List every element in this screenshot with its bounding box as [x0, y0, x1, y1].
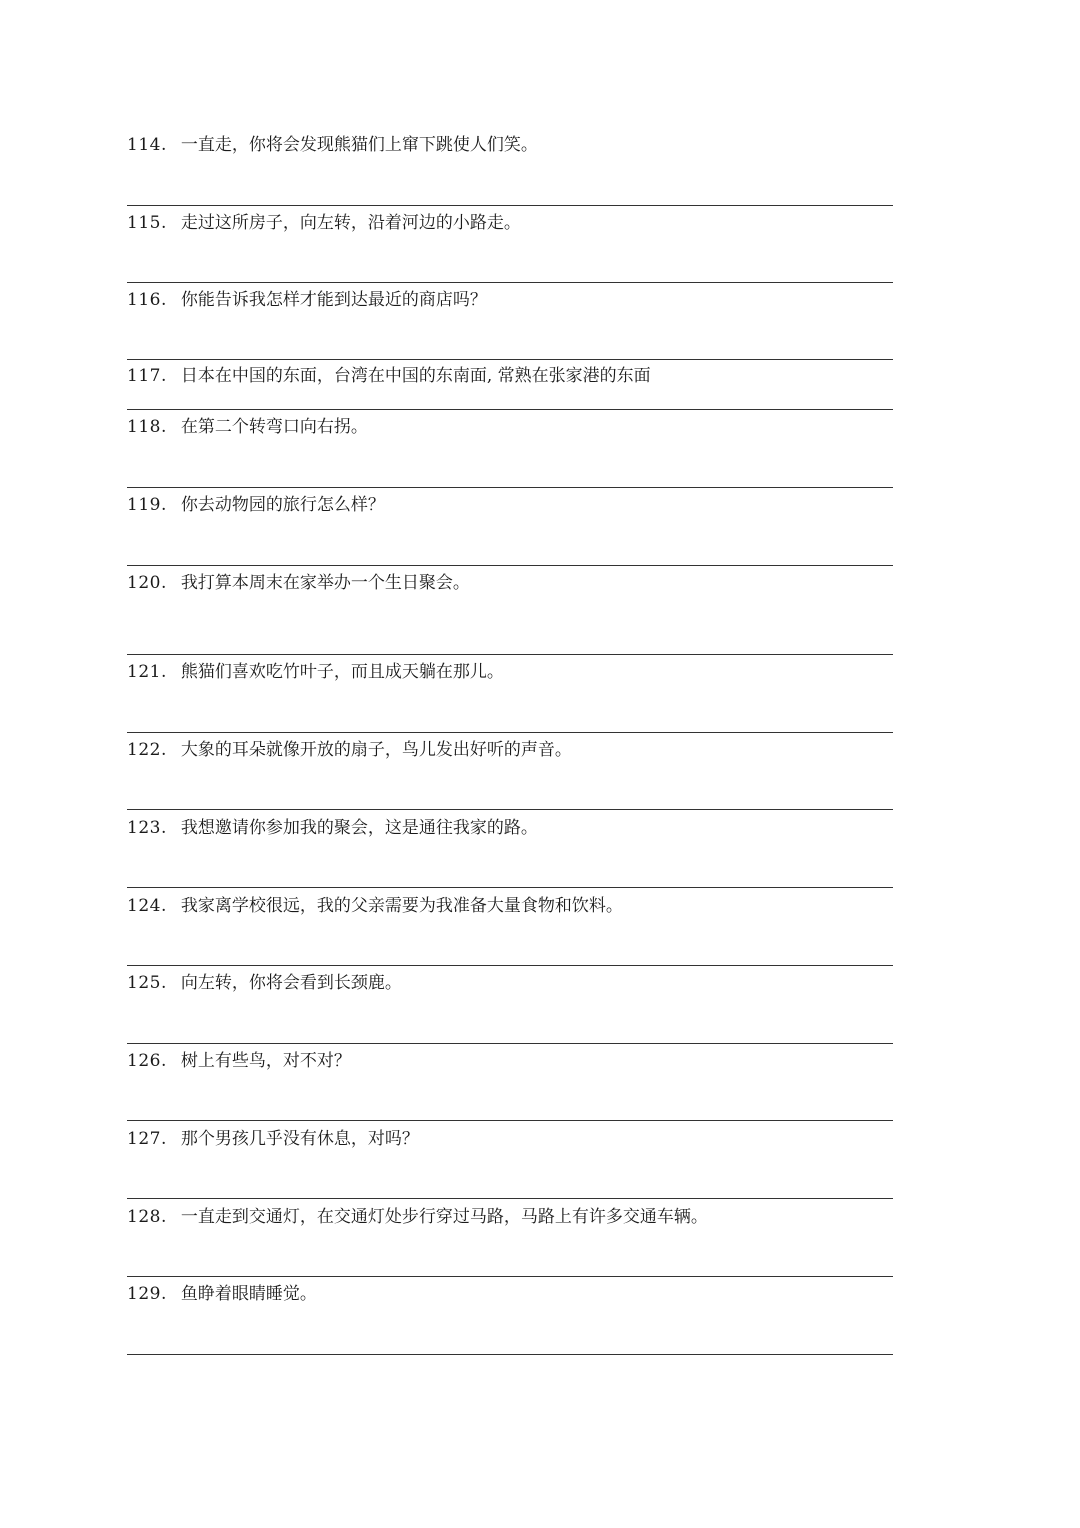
question-text: 一直走到交通灯，在交通灯处步行穿过马路，马路上有许多交通车辆。: [180, 1207, 708, 1227]
question-number: 116.: [127, 290, 167, 310]
question-127: [127, 1127, 893, 1151]
question-number: 126.: [127, 1051, 167, 1071]
question-120: [127, 571, 893, 595]
question-text: 在第二个转弯口向右拐。: [180, 417, 368, 437]
question-number: 124.: [127, 896, 167, 916]
question-117: [127, 364, 893, 388]
question-number: 122.: [127, 740, 167, 760]
question-number: 128.: [127, 1207, 167, 1227]
question-number: 123.: [127, 818, 167, 838]
question-text: 熊猫们喜欢吃竹叶子，而且成天躺在那儿。: [180, 662, 504, 682]
question-number: 121.: [127, 662, 167, 682]
question-text: 树上有些鸟，对不对？: [180, 1051, 351, 1071]
question-number: 119.: [127, 495, 167, 515]
answer-line-121[interactable]: [127, 732, 893, 733]
question-118: [127, 415, 893, 439]
question-number: 127.: [127, 1129, 167, 1149]
question-text: 我打算本周末在家举办一个生日聚会。: [180, 573, 470, 593]
answer-line-114[interactable]: [127, 205, 893, 206]
question-number: 118.: [127, 417, 167, 437]
answer-line-117[interactable]: [127, 409, 893, 410]
answer-line-124[interactable]: [127, 965, 893, 966]
question-text: 我想邀请你参加我的聚会，这是通往我家的路。: [180, 818, 538, 838]
question-number: 120.: [127, 573, 167, 593]
answer-line-126[interactable]: [127, 1120, 893, 1121]
question-128: [127, 1205, 893, 1229]
question-text: 那个男孩几乎没有休息，对吗？: [180, 1129, 419, 1149]
question-129: [127, 1282, 893, 1306]
question-number: 115.: [127, 213, 167, 233]
question-number: 114.: [127, 135, 167, 155]
answer-line-122[interactable]: [127, 809, 893, 810]
question-124: [127, 894, 893, 918]
answer-line-125[interactable]: [127, 1043, 893, 1044]
question-text: 我家离学校很远，我的父亲需要为我准备大量食物和饮料。: [180, 896, 623, 916]
question-114: [127, 133, 893, 157]
answer-line-127[interactable]: [127, 1198, 893, 1199]
question-126: [127, 1049, 893, 1073]
answer-line-116[interactable]: [127, 359, 893, 360]
question-number: 117.: [127, 366, 167, 386]
question-text: 你去动物园的旅行怎么样？: [180, 495, 385, 515]
answer-line-123[interactable]: [127, 887, 893, 888]
question-text: 你能告诉我怎样才能到达最近的商店吗？: [180, 290, 487, 310]
question-121: [127, 660, 893, 684]
question-115: [127, 211, 893, 235]
question-number: 129.: [127, 1284, 167, 1304]
answer-line-118[interactable]: [127, 487, 893, 488]
answer-line-115[interactable]: [127, 282, 893, 283]
question-text: 向左转，你将会看到长颈鹿。: [180, 973, 402, 993]
question-text: 大象的耳朵就像开放的扇子，鸟儿发出好听的声音。: [180, 740, 572, 760]
answer-line-119[interactable]: [127, 565, 893, 566]
question-125: [127, 971, 893, 995]
question-119: [127, 493, 893, 517]
question-text: 日本在中国的东面，台湾在中国的东南面, 常熟在张家港的东面: [180, 366, 651, 386]
question-123: [127, 816, 893, 840]
question-text: 走过这所房子，向左转，沿着河边的小路走。: [180, 213, 521, 233]
question-text: 一直走，你将会发现熊猫们上窜下跳使人们笑。: [180, 135, 538, 155]
question-text: 鱼睁着眼睛睡觉。: [180, 1284, 317, 1304]
question-122: [127, 738, 893, 762]
question-number: 125.: [127, 973, 167, 993]
question-116: [127, 288, 893, 312]
answer-line-128[interactable]: [127, 1276, 893, 1277]
answer-line-129[interactable]: [127, 1354, 893, 1355]
answer-line-120[interactable]: [127, 654, 893, 655]
